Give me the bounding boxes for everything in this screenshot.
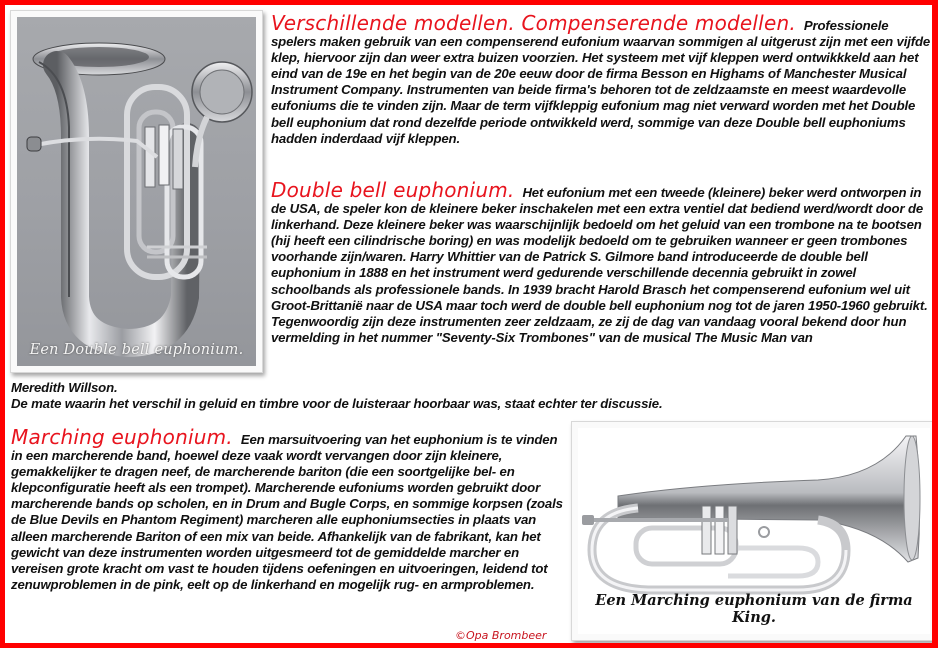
heading-marching: Marching euphonium. [11, 425, 233, 449]
double-bell-caption: Een Double bell euphonium. [29, 342, 244, 358]
section-marching [11, 425, 567, 593]
section-compensating [271, 11, 936, 147]
text-marching: Een marsuitvoering van het euphonium is te vinden in een marcherende band, hoewel deze vaak wordt vervangen door zijn kleinere, gemakkelijker te dragen neef, de marcherende bariton (die een soortgelijke bel- en klepconfiguratie heeft als een trompet). Marcherende eufoniums worden gebruikt door marcherende bands op scholen, en in Drum and Bugle Corps, en sommige korpsen (zoals de Blue Devils en Phantom Regiment) marcheren alle euphoniumsecties in plaats van alleen marcherende Bariton of een mix van beide. Afhankelijk van de fabrikant, kan het gewicht van deze instrumenten worden uitgesmeerd tot de gemiddelde marcher en vereisen grote kracht om vast te houden tijdens oefeningen en uitvoeringen, leidend tot zenuwproblemen in de pink, eelt op de linkerhand en mogelijk rug- en armproblemen. [11, 432, 563, 592]
section-double-bell-continued [11, 380, 936, 412]
marching-caption: Een Marching euphonium van de firma King. [595, 592, 913, 626]
heading-compensating: Verschillende modellen. Compenserende modellen. [271, 11, 796, 35]
text-double-bell: Het eufonium met een tweede (kleinere) beker werd ontworpen in de USA, de speler kon de kleinere beker inschakelen met een extra ventiel dat bediend werd/wordt door de linkerhand. Deze kleinere beker was waarschijnlijk bedoeld om het geluid van een trombone na te bootsen (hij heeft een cilindrische boring) en was modelijk bedoeld om te gebruiken wanneer er geen trombones voorhande zijn/waren. Harry Whittier van de Patrick S. Gilmore band introduceerde de double bell euphonium in 1888 en het instrument werd gedurende verschillende decennia gebruikt in zowel schoolbands als professionele bands. In 1939 bracht Harold Brasch het compenserend eufonium wel uit Groot-Brittanië naar de USA maar toch werd de double bell euphonium nog tot de jaren 1950-1960 gebruikt. Tegenwoordig zijn deze instrumenten zeer zeldzaam, ze zij de dag van vandaag vooral bekend door hun vermelding in het nummer "Seventy-Six Trombones" van de musical The Music Man van [271, 185, 928, 345]
section-double-bell [271, 178, 936, 346]
text-compensating: Professionele spelers maken gebruik van een compenserend eufonium waarvan sommigen al uitgerust zijn met een vijfde klep, hiervoor zijn dan weer extra buizen voorzien. Het systeem met vijf kleppen werd ontwikkkeld aan het eind van de 19e en het begin van de 20e eeuw door de firma Besson en Highams of Manchester Musical Instrument Company. Instrumenten van beide firma's behoren tot de zeldzaamste en meest waardevolle eufoniums die te vinden zijn. Maar de term vijfkleppig eufonium mag niet verward worden met het Double bell euphonium dat rond dezelfde periode ontwikkeld werd, sommige van deze Double bell euphoniums hadden inderdaad vijf kleppen. [271, 18, 931, 146]
marching-photo [571, 421, 937, 641]
text-double-bell-note: De mate waarin het verschil in geluid en timbre voor de luisteraar hoorbaar was, staat echter ter discussie. [11, 396, 663, 412]
copyright-notice: ©Opa Brombeer [455, 629, 547, 642]
double-bell-photo [10, 10, 263, 373]
double-bell-euphonium-illustration [17, 17, 256, 366]
heading-double-bell: Double bell euphonium. [271, 178, 515, 202]
text-double-bell-continued: Meredith Willson. [11, 380, 118, 395]
